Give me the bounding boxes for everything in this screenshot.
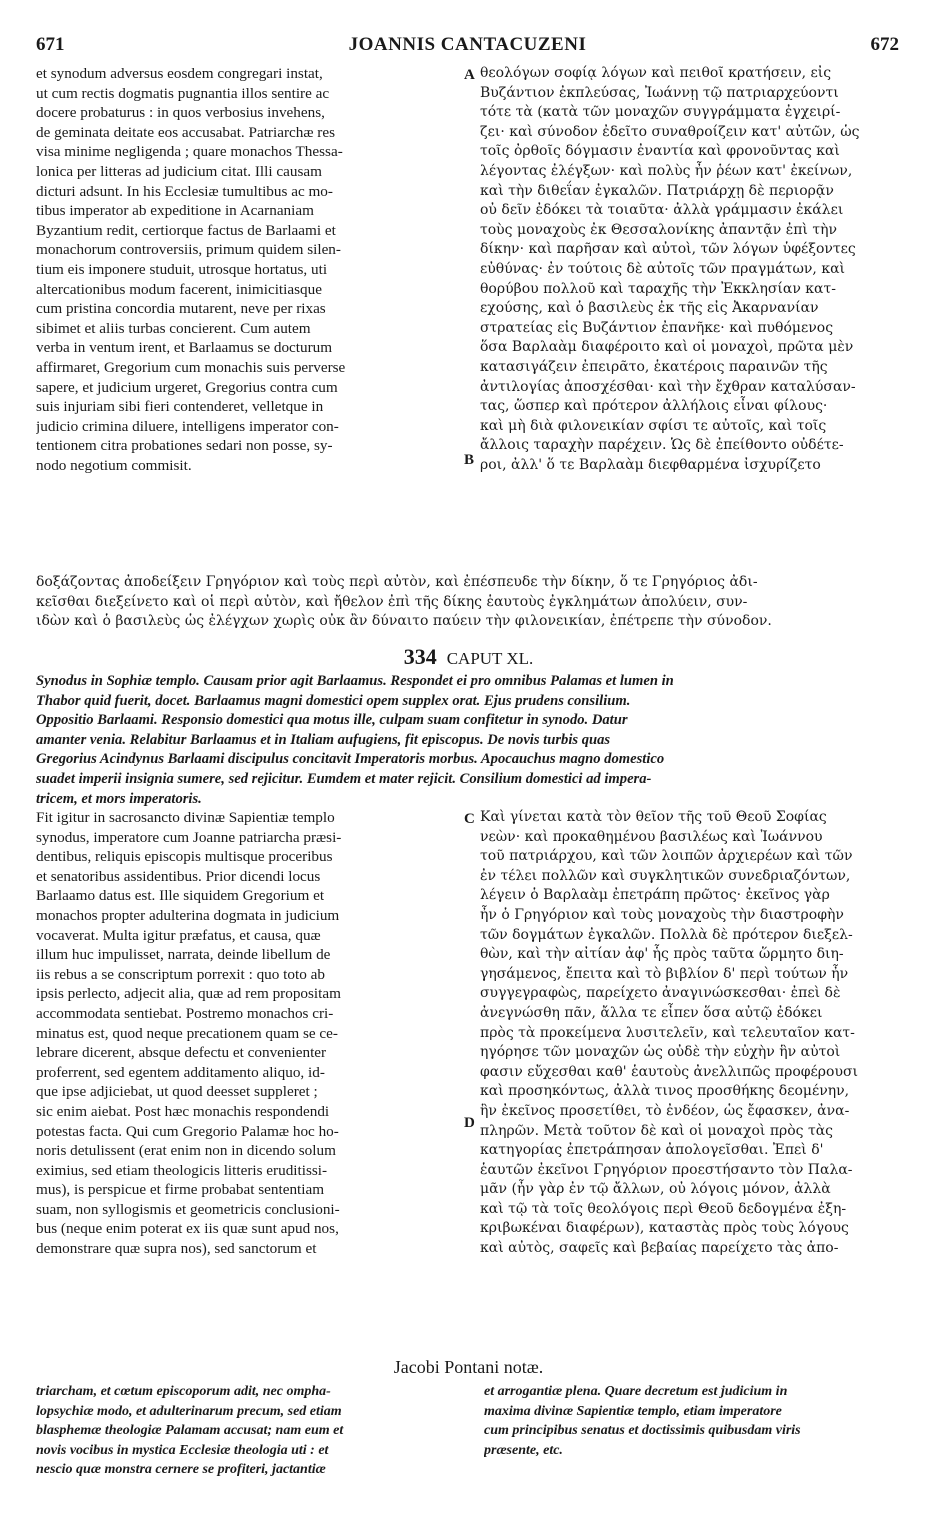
text-line: Synodus in Sophiæ templo. Causam prior agit Barlaamus. Respondet ei pro omnibus Palamas et lumen in (36, 673, 674, 689)
text-line: lebrare dicerent, absque defectu et convenienter (36, 1044, 327, 1062)
text-line: nodo negotium commisit. (36, 456, 192, 474)
text-line: verba in ventum irent, et Barlaamus se docturum (36, 339, 333, 357)
text-line: λέγειν ὁ Βαρλαὰμ ἐπετράπη πρῶτος· ἐκεῖνος γὰρ (480, 887, 830, 904)
text-line: synodus, imperatore cum Joanne patriarcha præsi- (36, 828, 342, 846)
text-line: Byzantium redit, certiorque factus de Barlaami et (36, 221, 336, 239)
text-line: ὅσα Βαρλαὰμ διαφέροιτο καὶ οἱ μοναχοὶ, πρῶτα μὲν (480, 339, 854, 356)
text-line: eximius, sed etiam theologicis litteris eruditissi- (36, 1161, 328, 1179)
text-line: triarcham, et cœtum episcoporum adit, nec ompha- (36, 1384, 331, 1399)
text-line: que ipse adjiciebat, ut quod deesset suppleret ; (36, 1083, 318, 1101)
text-line: lopsychiæ modo, et adulterinarum precum, sed etiam (36, 1403, 342, 1419)
text-line: καὶ αὐτὸς, σαφεῖς καὶ βεβαίας παρείχετο τὰς ἀπο- (480, 1240, 839, 1257)
text-line: τῶν δογμάτων ἐγκαλῶν. Πολλὰ δὲ πρότερον διεξελ- (480, 926, 853, 943)
text-line: sapere, et judicium urgeret, Gregorius contra cum (36, 378, 338, 396)
text-line: dicturi adsunt. In his Ecclesiæ tumultibus ac mo- (36, 182, 333, 200)
text-line: ἦν ὁ Γρηγόριον καὶ τοὺς μοναχοὺς τὴν διαστροφὴν (480, 906, 844, 923)
text-line: noris detulissent (erat enim non in dicendo solum (36, 1142, 336, 1160)
text-line: Βυζάντιον ἐκπλεύσας, Ἰωάννῃ τῷ πατριαρχεύοντι (480, 84, 839, 101)
text-line: τοῖς ὀρθοῖς δόγμασιν ἐναντία καὶ φρονοῦντας καὶ (480, 143, 840, 160)
text-line: minatus est, quod neque precationem quam se ce- (36, 1024, 338, 1042)
text-line: ἐν τέλει πολλῶν καὶ συγκλητικῶν συνεδριαζόντων, (480, 867, 851, 884)
notes-title: Jacobi Pontani notæ. (393, 1357, 544, 1377)
margin-letter-a: A (464, 67, 475, 83)
text-line: et senatoribus assidentibus. Prior dicendi locus (36, 867, 321, 885)
text-line: τοὺς μοναχοὺς ἐκ Θεσσαλονίκης ἀπαντᾷν ἐπὶ τὴν (480, 221, 837, 238)
text-line: εχούσης, καὶ ὁ βασιλεὺς ἐκ τῆς εἰς Ἀκαρνανίαν (480, 300, 819, 317)
top-greek-column (480, 64, 900, 482)
text-line: Καὶ γίνεται κατὰ τὸν θεῖον τῆς τοῦ Θεοῦ Σοφίας (480, 809, 827, 825)
text-line: altercationibus modum facerent, inimicitiasque (36, 280, 322, 298)
text-line: docere probaturus : in quos verbosius invehens, (36, 104, 325, 122)
text-line: et arrogantiæ plena. Quare decretum est judicium in (484, 1384, 788, 1399)
text-line: ζει· καὶ σύνοδον ἐδεῖτο συναθροίζειν κατ' αὐτῶν, ὡς (480, 123, 860, 140)
text-line: cum pristina concordia mutarent, neve per rixas (36, 300, 326, 318)
notes-left-column (36, 1382, 462, 1482)
text-line: Fit igitur in sacrosancto divinæ Sapientiæ templo (36, 809, 335, 826)
top-latin-column (36, 64, 460, 482)
text-line: mus), is perspicue et firme probabat sententiam (36, 1181, 325, 1199)
text-line: τότε τὰ (κατὰ τῶν μοναχῶν συγγράμματα ἐγχειρί- (480, 104, 841, 121)
chapter-number: 334 (403, 644, 437, 669)
text-line: ἣν ἐκεῖνος προσετίθει, τὸ ἐνδέον, ὡς ἔφασκεν, ἀνα- (480, 1102, 850, 1119)
text-line: blasphemæ theologiæ Palamam accusat; nam eum et (36, 1423, 344, 1439)
running-header (36, 34, 899, 56)
text-line: νεὼν· καὶ προκαθημένου βασιλέως καὶ Ἰωάννου (480, 828, 823, 845)
text-line: accommodata sentiebat. Postremo monachos cri- (36, 1004, 334, 1022)
text-line: ipsis perlecto, adjecit alia, quæ ad rem propositam (36, 985, 341, 1003)
text-line: lonica per litteras ad judicium citat. Illi causam (36, 162, 322, 180)
text-line: cum principibus senatus et doctissimis quibusdam viris (484, 1423, 801, 1439)
text-line: tricem, et mors imperatoris. (36, 790, 202, 807)
text-line: nescio quæ monstra cernere se profiteri, jactantiæ (36, 1462, 326, 1478)
text-line: ἄλλοις ταραχὴν παρέχειν. Ὡς δὲ ἐπείθοντο οὐδέτε- (480, 437, 844, 454)
text-line: ροι, ἀλλ' ὅ τε Βαρλαὰμ διεφθαρμένα ἰσχυρίζετο (480, 456, 821, 473)
text-line: tium eis imponere studuit, utrosque hortatus, uti (36, 260, 328, 278)
text-line: ιδὼν καὶ ὁ βασιλεὺς ὡς ἐλέγχων χωρὶς οὐκ ἂν δύναιτο παύειν τὴν φιλονεικίαν, ἐπέτρεπε τὴν σύνοδον. (36, 613, 772, 630)
text-line: φασιν εὔχεσθαι καθ' ἑαυτοὺς ἀνελλιπῶς προφέρουσι (480, 1063, 859, 1080)
text-line: συγγεγραφὼς, παρείχετο ἀναγινώσκεσθαι· ἐπεὶ δὲ (480, 985, 841, 1002)
text-line: ut cum rectis dogmatis pugnantia illos sentire ac (36, 84, 330, 102)
text-line: πληρῶν. Μετὰ τοῦτον δὲ καὶ οἱ μοναχοὶ πρὸς τὰς (480, 1122, 834, 1139)
text-line: τας, ὥσπερ καὶ πρότερον ἀλλήλοις εἶναι φίλους· (480, 398, 828, 415)
chapter-title: CAPUT XL. (446, 649, 534, 668)
text-line: εὐθύνας· ἐν τούτοις δὲ αὐτοῖς τῶν πραγμάτων, καὶ (480, 260, 846, 277)
text-line: καὶ τῷ τὰ τοῖς θεολόγοις περὶ Θεοῦ δεδογμένα ἐξη- (480, 1200, 847, 1217)
right-page-number: 672 (870, 34, 899, 55)
text-line: sic enim aiebat. Post hæc monachis respondendi (36, 1102, 330, 1120)
top-full-width-greek (36, 573, 902, 635)
chapter-heading (0, 644, 937, 668)
text-line: θεολόγων σοφίᾳ λόγων καὶ πειθοῖ κρατήσειν, εἰς (480, 65, 832, 81)
text-line: ἑαυτῶν ἐκεῖνοι Γρηγόριον προεστήσαντο τὸν Παλα- (480, 1161, 853, 1178)
text-line: κατασιγάζειν ἐπειρᾶτο, ἑκατέροις παραινῶν τῆς (480, 358, 828, 375)
chapter-summary (36, 672, 904, 808)
text-line: bus (neque enim poterat ex iis quæ sunt apud nos, (36, 1220, 339, 1238)
text-line: sibimet et aliis turbas concierent. Cum autem (36, 319, 311, 337)
text-line: κατηγορίας ἐπετράπησαν ἀπολογεῖσθαι. Ἐπεὶ δ' (480, 1142, 824, 1159)
text-line: θὼν, καὶ τὴν αἰτίαν ἀφ' ἧς πρὸς ταῦτα ὥρμητο διη- (480, 946, 844, 963)
text-line: καὶ μὴ διὰ φιλονεικίαν σφίσι τε αὐτοῖς, καὶ τοῖς (480, 417, 827, 434)
text-line: θορύβου πολλοῦ καὶ ταραχῆς τὴν Ἐκκλησίαν κατ- (480, 280, 836, 297)
text-line: suam, non syllogismis et geometricis conclusioni- (36, 1200, 340, 1218)
text-line: de geminata deitate eos accusabat. Patriarchæ res (36, 123, 335, 141)
text-line: ἀντιλογίας ἀποσχέσθαι· καὶ τὴν ἔχθραν καταλύσαν- (480, 378, 856, 395)
text-line: δίκην· καὶ παρῆσαν καὶ αὐτοὶ, τῶν λόγων ὑφέξοντες (480, 241, 856, 258)
text-line: suis injuriam sibi fieri contenderet, velletque in (36, 398, 324, 416)
text-line: κριβωκέναι διαφέρων), καταστὰς πρὸς τοὺς λόγους (480, 1220, 849, 1237)
text-line: monachos propter adulterina dogmata in judicium (36, 906, 340, 924)
text-line: ηγόρησε τῶν μοναχῶν ὡς οὐδὲ τὴν εὐχὴν ἣν αὐτοὶ (480, 1044, 841, 1061)
margin-letter-c: C (464, 811, 475, 827)
text-line: Gregorius Acindynus Barlaami discipulus concitavit Imperatoris morbus. Apocauchus magno domestico (36, 751, 665, 768)
text-line: affirmaret, Gregorium cum monachis suis perverse (36, 358, 346, 376)
notes-right-column (484, 1382, 902, 1482)
text-line: suadet imperii insignia sumere, sed rejicitur. Eumdem et mater rejicit. Consilium domestici ad impera- (36, 770, 652, 787)
bottom-greek-column (480, 808, 900, 1266)
text-line: præsente, etc. (484, 1442, 563, 1458)
text-line: iis rebus a se conscriptum porrexit : quo toto ab (36, 965, 325, 983)
margin-letter-b: B (464, 452, 475, 468)
text-line: demonstrare quæ supra nos), sed sanctorum et (36, 1240, 317, 1258)
text-line: μᾶν (ἦν γὰρ ἐν τῷ ἄλλων, οὐ λόγοις μόνον, ἀλλὰ (480, 1181, 831, 1198)
text-line: πρὸς τὰ προκείμενα λυσιτελεῖν, καὶ τελευταῖον κατ- (480, 1024, 855, 1041)
margin-letter-d: D (464, 1115, 475, 1131)
text-line: tentionem citra probationes sedari non posse, sy- (36, 437, 333, 455)
bottom-latin-column (36, 808, 460, 1266)
text-line: λέγοντας ἐλέγξων· καὶ πολὺς ἦν ῥέων κατ' ἐκείνων, (480, 162, 853, 179)
text-line: Barlaamo datus est. Ille siquidem Gregorium et (36, 887, 325, 905)
text-line: οὐ δεῖν ἐδόκει τὰ τοιαῦτα· ἀλλὰ γράμμασιν ἐκάλει (480, 202, 844, 219)
text-line: vocaverat. Multa igitur præfatus, et causa, quæ (36, 926, 321, 944)
text-line: στρατείας εἰς Βυζάντιον ἐπανῆκε· καὶ πυθόμενος (480, 319, 834, 336)
text-line: γησάμενος, ἔπειτα καὶ τὸ βιβλίον δ' περὶ τούτων ἦν (480, 965, 849, 982)
text-line: dentibus, reliquis episcopis multisque proceribus (36, 848, 333, 866)
text-line: τοῦ πατριάρχου, καὶ τῶν λοιπῶν ἀρχιερέων καὶ τῶν (480, 848, 853, 865)
left-page-number: 671 (36, 34, 65, 55)
text-line: novis vocibus in mystica Ecclesiæ theologia uti : et (36, 1442, 329, 1458)
text-line: illum huc impulisset, narrata, deinde libellum de (36, 946, 331, 964)
text-line: Oppositio Barlaami. Responsio domestici qua motus ille, culpam suam confitetur in synodo. Datur (36, 712, 628, 729)
text-line: κεῖσθαι διεξείνετο καὶ οἱ περὶ αὐτὸν, καὶ ἤθελον ἐπὶ τῆς δίκης ἑαυτοὺς ἐγκλημάτων ἀπολύειν, συν- (36, 593, 748, 610)
text-line: ἀνεγνώσθη πᾶν, ἄλλα τε εἶπεν ὅσα αὐτῷ ἐδόκει (480, 1004, 823, 1021)
text-line: maxima divinæ Sapientiæ templo, etiam imperatore (484, 1403, 782, 1419)
text-line: monachorum controversiis, primum quidem silen- (36, 241, 341, 259)
text-line: Thabor quid fuerit, docet. Barlaamus magni domestici opem supplex orat. Ejus prudens consilium. (36, 692, 631, 709)
text-line: et synodum adversus eosdem congregari instat, (36, 65, 323, 82)
running-title: JOANNIS CANTACUZENI (348, 34, 587, 55)
text-line: proferrent, sed egentem additamento aliquo, id- (36, 1063, 325, 1081)
text-line: judicio crimina diluere, intelligens imperator con- (36, 417, 339, 435)
text-line: καὶ τὴν διθεΐαν ἐγκαλῶν. Πατριάρχῃ δὲ περιορᾷν (480, 182, 834, 199)
text-line: καὶ προσηκόντως, ἀλλὰ τινος προσθήκης δεομένην, (480, 1083, 850, 1100)
text-line: visa minime negligenda ; quare monachos Thessa- (36, 143, 343, 161)
text-line: tibus imperator ab expeditione in Acarnaniam (36, 202, 314, 220)
text-line: δοξάζοντας ἀποδείξειν Γρηγόριον καὶ τοὺς περὶ αὐτὸν, καὶ ἐπέσπευδε τὴν δίκην, ὅ τε Γρηγόριος ἀδι- (36, 574, 758, 590)
text-line: amanter venia. Relabitur Barlaamus et in Italiam aufugiens, fit episcopus. De novis turbis quas (36, 731, 611, 748)
text-line: potestas facta. Qui cum Gregorio Palamæ hoc ho- (36, 1122, 339, 1140)
